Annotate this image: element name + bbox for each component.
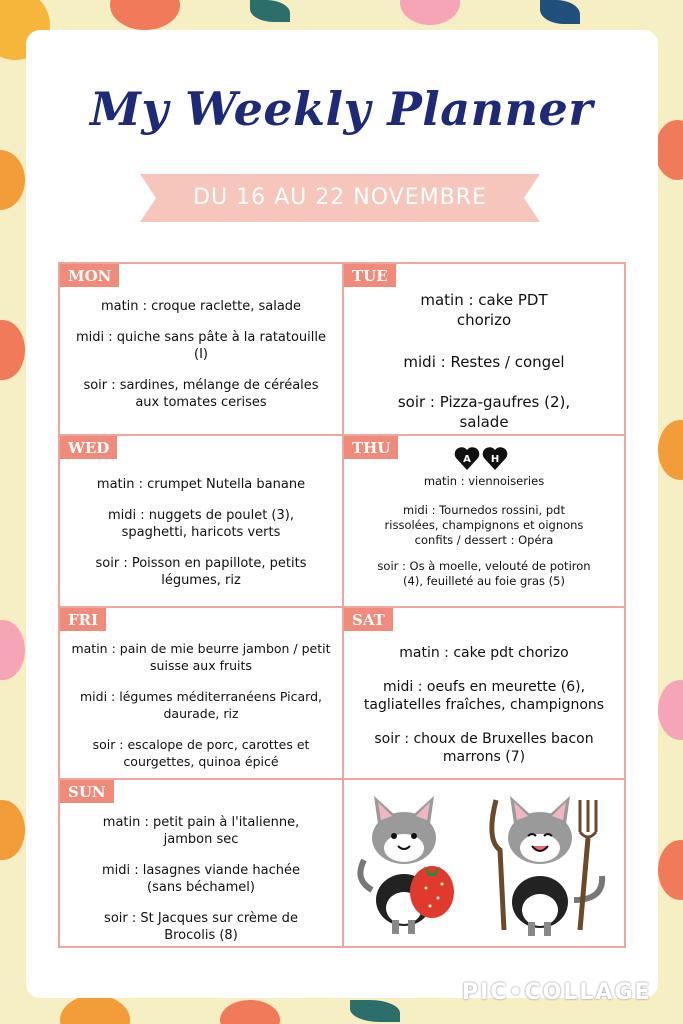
meal-list bbox=[60, 814, 342, 958]
cat-strawberry-icon bbox=[360, 796, 454, 934]
day-label: TUE bbox=[344, 264, 396, 287]
cats-illustration bbox=[344, 780, 624, 946]
meal-list bbox=[344, 644, 624, 780]
day-cell-tue bbox=[344, 264, 624, 436]
watermark-logo: PIC•COLLAGE bbox=[462, 980, 652, 1005]
day-label: THU bbox=[344, 436, 398, 459]
meal-midi: midi : quiche sans pâte à la ratatouille (I) bbox=[75, 330, 327, 362]
flower-decoration bbox=[0, 800, 25, 860]
meal-list bbox=[344, 474, 624, 600]
meal-midi: midi : nuggets de poulet (3), spaghetti, haricots verts bbox=[108, 508, 294, 540]
meal-list bbox=[60, 298, 342, 425]
day-cell-sun bbox=[60, 780, 344, 946]
flower-decoration bbox=[60, 995, 130, 1024]
day-label: SUN bbox=[60, 780, 114, 803]
heart-sticker-icon bbox=[454, 446, 508, 472]
meal-matin: matin : petit pain à l'italienne, jambon sec bbox=[102, 815, 300, 847]
flower-decoration bbox=[0, 150, 25, 210]
meal-list bbox=[60, 640, 342, 784]
leaf-decoration bbox=[540, 0, 580, 24]
meal-matin: matin : cake PDT chorizo bbox=[420, 291, 548, 329]
meal-midi: midi : légumes méditerranéens Picard, daurade, riz bbox=[80, 689, 322, 721]
day-cell-sat bbox=[344, 608, 624, 780]
meal-matin: matin : crumpet Nutella banane bbox=[96, 477, 306, 492]
meal-midi: midi : oeufs en meurette (6), tagliatelles fraîches, champignons bbox=[363, 679, 605, 713]
meal-midi: midi : lasagnes viande hachée (sans béchamel) bbox=[102, 863, 300, 895]
flower-decoration bbox=[0, 320, 25, 380]
flower-decoration bbox=[400, 0, 460, 25]
svg-text:A: A bbox=[463, 454, 471, 465]
meal-soir: soir : escalope de porc, carottes et courgettes, quinoa épicé bbox=[92, 737, 310, 769]
date-range: DU 16 AU 22 NOVEMBRE bbox=[193, 185, 487, 210]
day-label: SAT bbox=[344, 608, 393, 631]
meal-midi: midi : Tournedos rossini, pdt rissolées, champignons et oignons confits / dessert : Opéra bbox=[384, 503, 584, 547]
illustration-cell bbox=[344, 780, 624, 946]
meal-list bbox=[60, 476, 342, 603]
meal-soir: soir : Pizza-gaufres (2), salade bbox=[397, 393, 571, 431]
flower-decoration bbox=[658, 680, 683, 740]
leaf-decoration bbox=[250, 0, 290, 22]
meal-matin: matin : croque raclette, salade bbox=[100, 299, 302, 314]
day-label: FRI bbox=[60, 608, 106, 631]
day-label: WED bbox=[60, 436, 117, 459]
meal-matin: matin : pain de mie beurre jambon / petit suisse aux fruits bbox=[71, 641, 331, 673]
meal-matin: matin : cake pdt chorizo bbox=[399, 645, 569, 661]
flower-decoration bbox=[110, 0, 180, 30]
leaf-decoration bbox=[350, 1000, 400, 1022]
day-cell-wed bbox=[60, 436, 344, 608]
day-cell-fri bbox=[60, 608, 344, 780]
meal-soir: soir : choux de Bruxelles bacon marrons (7) bbox=[374, 731, 594, 765]
week-grid bbox=[58, 262, 626, 948]
flower-decoration bbox=[658, 840, 683, 900]
meal-midi: midi : Restes / congel bbox=[403, 353, 565, 371]
day-cell-mon bbox=[60, 264, 344, 436]
meal-soir: soir : sardines, mélange de céréales aux tomates cerises bbox=[83, 378, 319, 410]
svg-text:H: H bbox=[490, 454, 500, 465]
flower-decoration bbox=[0, 620, 25, 680]
meal-list bbox=[344, 290, 624, 446]
meal-soir: soir : St Jacques sur crème de Brocolis (8) bbox=[104, 911, 298, 943]
meal-matin: matin : viennoiseries bbox=[423, 474, 545, 488]
cat-knife-fork-icon bbox=[492, 796, 602, 936]
flower-decoration bbox=[658, 420, 683, 480]
day-label: MON bbox=[60, 264, 119, 287]
meal-soir: soir : Poisson en papillote, petits légumes, riz bbox=[95, 556, 307, 588]
day-cell-thu bbox=[344, 436, 624, 608]
flower-decoration bbox=[220, 1000, 280, 1024]
meal-soir: soir : Os à moelle, velouté de potiron (4), feuilleté au foie gras (5) bbox=[377, 559, 591, 588]
page-title: My Weekly Planner bbox=[90, 82, 593, 136]
date-banner bbox=[140, 172, 540, 224]
